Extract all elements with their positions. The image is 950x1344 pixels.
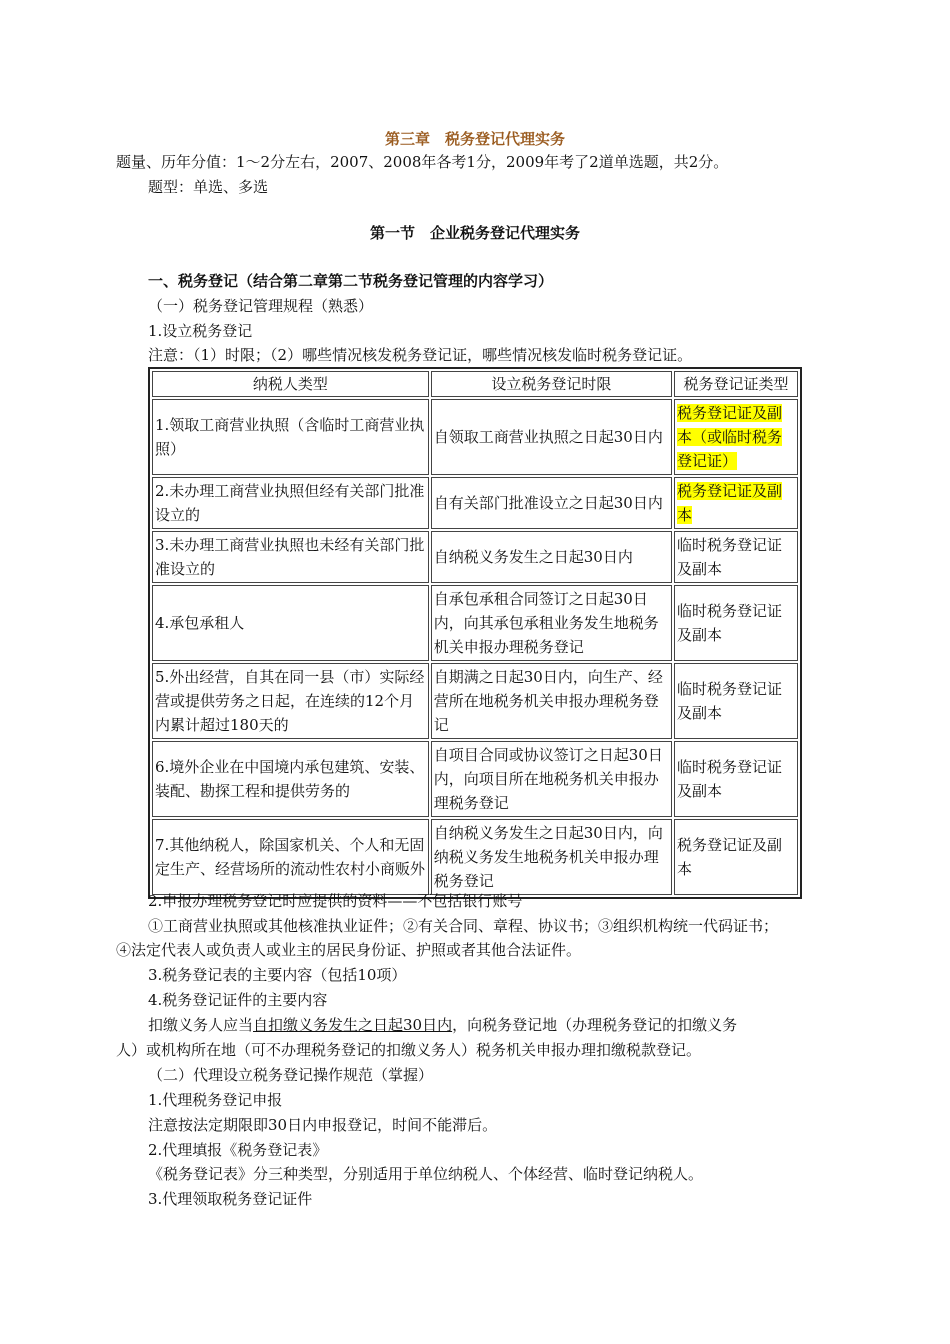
table-cell-limit: 自有关部门批准设立之日起30日内 [431,477,672,529]
withholding-underlined: 自扣缴义务发生之日起30日内 [253,1016,453,1034]
table-header-cert: 税务登记证类型 [674,371,798,397]
intro-score-line: 题量、历年分值：1～2分左右，2007、2008年各考1分，2009年考了2道单选题，共2分。 [116,153,729,171]
table-header-row [152,371,798,397]
table-row [152,585,798,661]
table-cell-type: 3.未办理工商营业执照也未经有关部门批准设立的 [152,531,429,583]
table-row [152,663,798,739]
table-cell-type: 2.未办理工商营业执照但经有关部门批准设立的 [152,477,429,529]
table-cell-type: 6.境外企业在中国境内承包建筑、安装、装配、勘探工程和提供劳务的 [152,741,429,817]
after-item3: 3.税务登记表的主要内容（包括10项） [148,966,407,984]
after-item4: 4.税务登记证件的主要内容 [148,991,328,1009]
table-row [152,477,798,529]
table-cell-type: 5.外出经营，自其在同一县（市）实际经营或提供劳务之日起，在连续的12个月内累计超过180天的 [152,663,429,739]
part1-item1: 1.设立税务登记 [148,322,253,340]
after-materials-1: ①工商营业执照或其他核准执业证件；②有关合同、章程、协议书；③组织机构统一代码证书； [148,917,779,935]
table-cell-cert [674,399,798,475]
after-withholding-2: 人）或机构所在地（可不办理税务登记的扣缴义务人）税务机关申报办理扣缴税款登记。 [116,1041,702,1059]
table-cell-type: 1.领取工商营业执照（含临时工商营业执照） [152,399,429,475]
table-row [152,399,798,475]
after-step3: 3.代理领取税务登记证件 [148,1190,313,1208]
table-cell-cert: 临时税务登记证及副本 [674,741,798,817]
withholding-text-post: ，向税务登记地（办理税务登记的扣缴义务 [452,1016,738,1034]
after-sub2: （二）代理设立税务登记操作规范（掌握） [148,1066,434,1084]
section-title: 第一节 企业税务登记代理实务 [369,224,580,242]
after-withholding-1 [148,1015,737,1035]
withholding-text-pre: 扣缴义务人应当 [148,1016,254,1034]
chapter-title: 第三章 税务登记代理实务 [384,130,565,148]
after-step1-note: 注意按法定期限即30日内申报登记，时间不能滞后。 [148,1116,498,1134]
table-cell-cert: 税务登记证及副本 [674,819,798,895]
part1-sub1: （一）税务登记管理规程（熟悉） [148,297,374,315]
after-materials-2: ④法定代表人或负责人或业主的居民身份证、护照或者其他合法证件。 [116,941,582,959]
registration-table [148,367,802,899]
table-header-type: 纳税人类型 [152,371,429,397]
table-cell-cert: 临时税务登记证及副本 [674,531,798,583]
table-cell-cert [674,477,798,529]
table-cell-limit: 自领取工商营业执照之日起30日内 [431,399,672,475]
after-step2: 2.代理填报《税务登记表》 [148,1141,328,1159]
table-cell-limit: 自期满之日起30日内，向生产、经营所在地税务机关申报办理税务登记 [431,663,672,739]
table-header-limit: 设立税务登记时限 [431,371,672,397]
highlighted-cert: 税务登记证及副本（或临时税务登记证） [677,404,783,470]
after-item2: 2.申报办理税务登记时应提供的资料——不包括银行账号 [148,892,523,910]
table-cell-cert: 临时税务登记证及副本 [674,663,798,739]
highlighted-cert: 税务登记证及副本 [677,482,783,524]
table-cell-type: 4.承包承租人 [152,585,429,661]
part1-note: 注意：（1）时限；（2）哪些情况核发税务登记证，哪些情况核发临时税务登记证。 [148,346,693,364]
table-row [152,531,798,583]
after-step2-note: 《税务登记表》分三种类型，分别适用于单位纳税人、个体经营、临时登记纳税人。 [148,1165,704,1183]
table-cell-limit: 自纳税义务发生之日起30日内 [431,531,672,583]
table-cell-limit: 自项目合同或协议签订之日起30日内，向项目所在地税务机关申报办理税务登记 [431,741,672,817]
table-row [152,819,798,895]
table-cell-limit: 自承包承租合同签订之日起30日内，向其承包承租业务发生地税务机关申报办理税务登记 [431,585,672,661]
table-cell-type: 7.其他纳税人，除国家机关、个人和无固定生产、经营场所的流动性农村小商贩外 [152,819,429,895]
part1-heading: 一、税务登记（结合第二章第二节税务登记管理的内容学习） [148,272,554,290]
intro-type-line: 题型：单选、多选 [148,178,269,196]
after-step1: 1.代理税务登记申报 [148,1091,283,1109]
table-cell-limit: 自纳税义务发生之日起30日内，向纳税义务发生地税务机关申报办理税务登记 [431,819,672,895]
table-row [152,741,798,817]
table-cell-cert: 临时税务登记证及副本 [674,585,798,661]
